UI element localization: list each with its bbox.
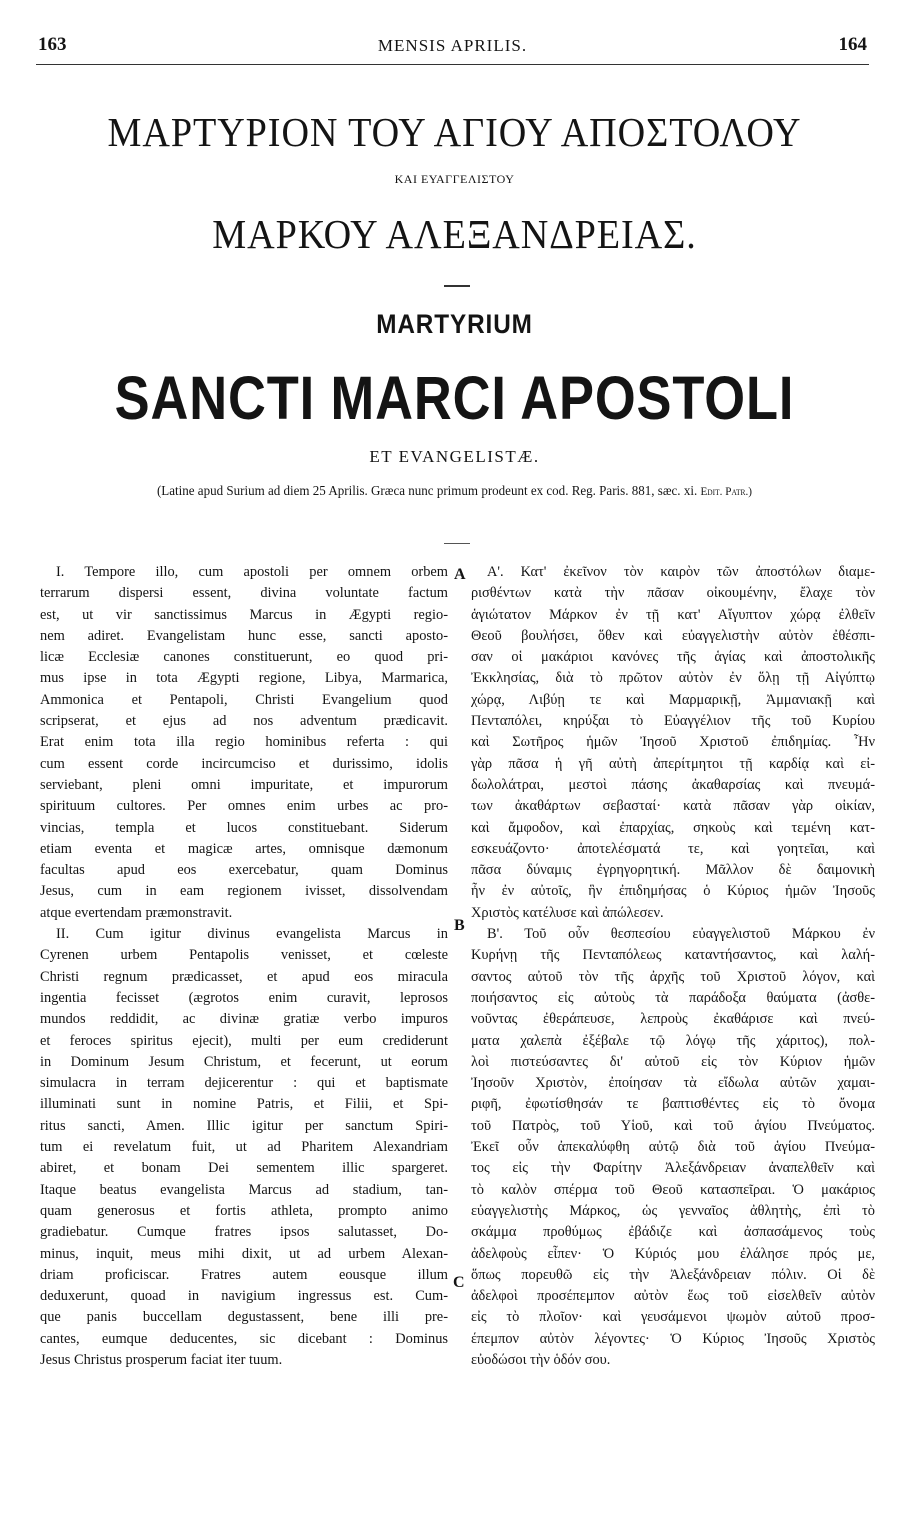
text-line: simulacra in terram dejicerentur : qui et baptismate [40,1075,448,1092]
text-line: Θεοῦ βουλήσει, ὅθεν καὶ εὐαγγελιστὴν αὐτὸν ἐθέσπι- [471,627,875,644]
text-line: τὸ καλὸν σπέρμα τοῦ Θεοῦ κατασπεῖραι. Ὁ μακάριος [471,1181,875,1198]
text-line: έπεμπον αὐτὸν λέγοντες· Ὁ Κύριος Ἰησοῦς Χριστὸς [471,1330,875,1347]
text-line: mus ipse in tota Ægypti regione, Libya, Marmarica, [40,670,448,687]
text-line: καὶ Σωτῆρος ἡμῶν Ἰησοῦ Χριστοῦ ἐπιδημίας. Ἦν [471,734,875,751]
text-line: καὶ ἄμφοδον, καὶ ἐπαρχίας, σηκοὺς καὶ τεμένη κατ- [471,819,875,836]
text-line: Ἰησοῦν Χριστὸν, ἐποίησαν τὰ εἴδωλα αὐτῶν χαμαι- [471,1075,875,1092]
text-line: Jesus Christus prosperum faciat iter tuum. [40,1351,283,1368]
text-line: Χριστὸς κατέλυσε καὶ ἀπώλεσεν. [471,904,664,921]
text-line: Cyrenen urbem Pentapolis venisset, et cœleste [40,947,448,964]
section-divider [444,543,470,544]
text-line: serviebant, pleni omni impuritate, et impurorum [40,776,448,793]
text-line: Jesus, cum in eam regionem ivisset, dissolvendam [40,883,448,900]
header-rule [36,64,869,65]
text-line: πᾶσα δύναμις ἐγρηγορητική. Μᾶλλον δὲ δαιμονικὴ [471,862,875,879]
text-line: τοῦ Πατρὸς, τοῦ Υἱοῦ, καὶ τοῦ ἁγίου Πνεύματος. [471,1117,875,1134]
text-line: ἦν ἐν αὐτοῖς, ἣν ἐπιδημήσας ὁ Κύριος ἡμῶν Ἰησοῦς [471,883,875,900]
text-line: Christi regnum prædicasset, et apud eos miracula [40,968,448,985]
source-note [60,484,850,500]
text-line: νοῦντας ἐθεράπευσε, λεπροὺς ἐκαθάρισε καὶ πνεύ- [471,1011,875,1028]
latin-column [40,562,448,1371]
text-line: ἁγιώτατον Μάρκον ἐν τῇ κατ' Αἴγυπτον χώρᾳ ἐλθεῖν [471,606,875,623]
text-line: et feroces spiritus ejecit), multi per eum crediderunt [40,1032,448,1049]
text-line: deduxerunt, quoad in navigium ingressus est. Cum- [40,1288,448,1305]
text-line: ἀδελφοὶ προσέπεμπον αὐτὸν ἕως τοῦ εἰσελθεῖν αὐτὸν [471,1288,875,1305]
text-line: σκάμμα προθύμως ἐβάδιζε καὶ ἀσπασάμενος τοὺς [471,1224,875,1241]
source-note-editor: Edit. Patr.) [700,484,753,498]
text-line: σαντος αὐτοῦ τὸν τῆς ἀρχῆς τοῦ Χριστοῦ λόγον, καὶ [471,968,875,985]
text-line: in Dominum Jesum Christum, et fecerunt, ut eorum [40,1053,448,1070]
text-line: ἀδελφοὺς εἶπεν· Ὁ Κύριός μου ἐλάλησε πρός με, [471,1245,875,1262]
text-line: tum ei revelatum fuit, ut ad Pharitem Alexandriam [40,1139,448,1156]
greek-title-line-1: ΜΑΡΤΥΡΙΟΝ ΤΟΥ ΑΓΙΟΥ ΑΠΟΣΤΟΛΟΥ [107,109,802,155]
text-line: abiret, et bonam Dei sementem illic spargeret. [40,1160,448,1177]
text-line: δωλολάτραι, μεστοὶ πάσης ἀκαθαρσίας καὶ πνευμά- [471,776,875,793]
page-number-right: 164 [838,34,867,55]
margin-letter-a: A [454,566,466,583]
text-line: Erat enim tota illa regio hominibus referta : qui [40,734,448,751]
text-line: driam proficiscar. Fratres autem eousque illum [40,1266,448,1283]
text-line: Ἐκεῖ οὖν ἀπεκαλύφθη αὐτῷ διὰ τοῦ ἁγίου Πνεύμα- [471,1139,875,1156]
text-line: ingentia fecisset (ægrotos enim curavit, leprosos [40,989,448,1006]
greek-column [471,562,875,1371]
page-number-left: 163 [38,34,67,55]
text-line: εὐαγγελιστὴς Μάρκος, ὡς γενναῖος ἀθλητὴς, ἐπὶ τὸ [471,1202,875,1219]
running-header [38,34,867,60]
text-line: Itaque beatus evangelista Marcus ad stadium, tan- [40,1181,448,1198]
text-line: atque evertendam præmonstravit. [40,904,233,921]
text-line: vincias, templa et lucos constituebant. Siderum [40,819,448,836]
text-line: quam generosus et fortis athleta, prompto animo [40,1202,448,1219]
text-line: χώρᾳ, Λιβύῃ τε καὶ Μαρμαρικῇ, Ἀμμανιακῇ καὶ [471,691,875,708]
greek-title-line-2: ΚΑΙ ΕΥΑΓΓΕΛΙΣΤΟΥ [394,172,515,186]
text-line: εἰς τὸ πλοῖον· καὶ γευσάμενοι ψωμὸν αὐτοῦ προσ- [471,1309,875,1326]
text-line: cum essent corde incircumciso et durissimo, idolis [40,755,448,772]
text-line: γὰρ πᾶσα ἡ γῆ αὐτὴ ἀπερίτμητοι τῇ καρδίᾳ καὶ εἰ- [471,755,875,772]
text-line: ρισθέντων κατὰ τὴν πᾶσαν οἰκουμένην, ἔλαχε τὸν [471,585,875,602]
latin-title-line-2: SANCTI MARCI APOSTOLI [114,364,795,432]
margin-letter-b: B [454,917,465,934]
text-line: spirituum cultores. Per omnes enim urbes ac pro- [40,798,448,815]
source-note-text: (Latine apud Surium ad diem 25 Aprilis. Græca nunc primum prodeunt ex cod. Reg. Paris. 881, sæc. xi. [156,484,698,499]
text-line: ritus sancti, Amen. Illic igitur per sanctum Spiri- [40,1117,448,1134]
latin-title-line-3: ET EVANGELISTÆ. [369,447,540,466]
text-line: ματα χαλεπὰ ἐξέβαλε τῷ λόγῳ τῆς χάριτος), πολ- [471,1032,875,1049]
text-line: I. Tempore illo, cum apostoli per omnem orbem [56,564,448,580]
latin-title-line-1: MARTYRIUM [376,309,533,339]
text-line: εσκευάζοντο· ἀποτελέσματά τε, καὶ γοητεῖαι, καὶ [471,840,875,857]
text-line: Ἐκκλησίας, διὰ τὸ πρῶτον αὐτὸν ἐν ὅλῃ τῇ Αἰγύπτῳ [471,670,875,687]
greek-title-line-3: ΜΑΡΚΟΥ ΑΛΕΞΑΝΔΡΕΙΑΣ. [212,211,697,257]
text-line: τος εἰς τὴν Φαρίτην Ἀλεξάνδρειαν ἀναπελθεῖν καὶ [471,1160,875,1177]
text-line: nem adiret. Evangelistam hunc esse, sancti aposto- [40,627,448,644]
title-divider [444,285,470,287]
text-line: II. Cum igitur divinus evangelista Marcus in [56,926,448,943]
text-line: ὅπως πορευθῶ εἰς τὴν Ἀλεξάνδρειαν πόλιν. Οἱ δὲ [471,1266,875,1283]
text-line: licæ Ecclesiæ canones constituerunt, eo quod pri- [40,649,448,666]
text-line: Πενταπόλει, κηρύξαι τὸ Εὐαγγέλιον τῆς τοῦ Κυρίου [471,713,875,730]
text-line: λοὶ πιστεύσαντες δι' αὐτοῦ εἰς τὸν Κύριον ἡμῶν [471,1053,875,1070]
margin-letter-c: C [453,1274,465,1291]
text-line: scripserat, et ejus ad nos adventum prædicavit. [40,713,448,730]
text-line: ποιήσαντος εἰς αὐτοὺς τὰ παράδοξα θαύματα (ἀσθε- [471,989,875,1006]
text-line: ριφῆ, ἐφωτίσθησάν τε βαπτισθέντες εἰς τὸ ὄνομα [471,1096,875,1113]
text-line: est, ut vir sanctissimus Marcus in Ægypti regio- [40,606,448,623]
text-line: mundos reddidit, ac divinæ gratiæ verbo impuros [40,1011,448,1028]
text-line: facultas apud eos exercebatur, quam Dominus [40,862,448,879]
text-line: Β'. Τοῦ οὖν θεσπεσίου εὐαγγελιστοῦ Μάρκου ἐν [487,926,875,943]
text-line: Ammonica et Pentapoli, Christi Evangelium quod [40,691,448,708]
text-line: terrarum dispersi essent, divina voluntate factum [40,585,448,602]
text-line: εὐοδώσοι τὴν ὁδόν σου. [471,1351,611,1368]
text-line: illuminati sunt in nomine Patris, et Filii, et Spi- [40,1096,448,1113]
text-line: Κυρήνῃ τῆς Πενταπόλεως καταντήσαντος, καὶ λαλή- [471,947,875,964]
text-line: των ἀκαθάρτων σεβασταί· κατὰ πᾶσαν γὰρ οἰκίαν, [471,798,875,815]
text-line: Α'. Κατ' ἐκεῖνον τὸν καιρὸν τῶν ἀποστόλων διαμε- [487,564,875,580]
text-line: gradiebatur. Cumque fratres ipsos salutasset, Do- [40,1224,448,1241]
text-line: cantes, eumque deducentes, sic dicebant : Dominus [40,1330,448,1347]
text-line: minus, inquit, meus mihi dixit, ut ad urbem Alexan- [40,1245,448,1262]
running-title: MENSIS APRILIS. [377,36,528,55]
text-line: σαν οἱ μακάριοι κανόνες τῆς ἁγίας καὶ ἀποστολικῆς [471,649,875,666]
text-line: etiam eventa et magicæ artes, omnisque dæmonum [40,840,448,857]
text-line: que panis buccellam degustassent, bene illi pre- [40,1309,448,1326]
